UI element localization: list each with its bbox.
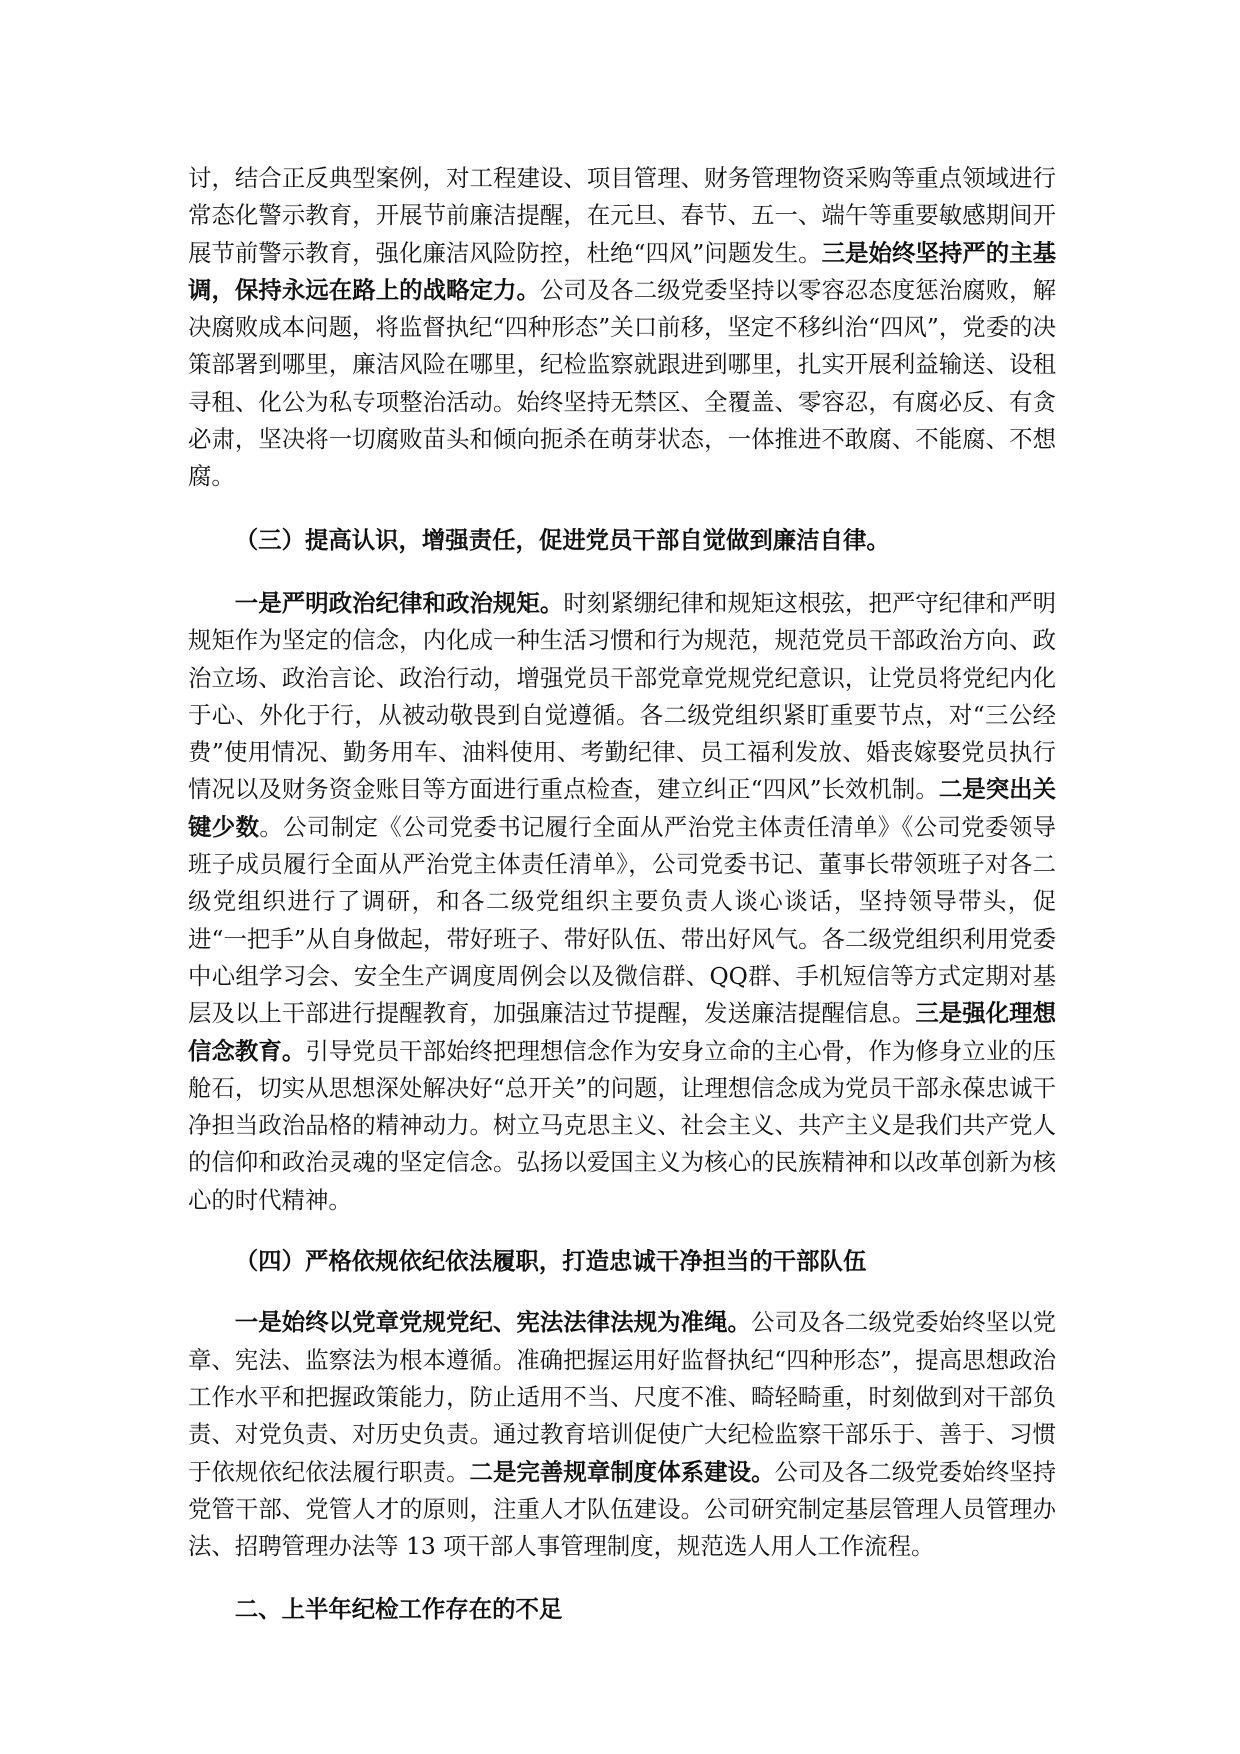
paragraph-lead-bold: 三是强化理想信念教育。 bbox=[188, 999, 1057, 1065]
paragraph-section-4 bbox=[188, 1304, 1056, 1565]
paragraph-lead-bold: 二是突出关键少数 bbox=[188, 775, 1056, 841]
paragraph-lead-bold: 二是完善规章制度体系建设。 bbox=[469, 1457, 775, 1486]
paragraph-text: 公司及各二级党委始终坚以党章、宪法、监察法为根本遵循。准确把握运用好监督执纪“四种形态”，提高思想政治工作水平和把握政策能力，防止适用不当、尺度不准、畸轻畸重，时刻做到对干部负责、对党负责、对历史负责。通过教育培训促使广大纪检监察干部乐于、善于、习惯于依规依纪依法履行职责。 bbox=[188, 1308, 1057, 1486]
section-heading-4: （四）严格依规依纪依法履职，打造忠诚干净担当的干部队伍 bbox=[234, 1247, 867, 1276]
paragraph-text: 。公司制定《公司党委书记履行全面从严治党主体责任清单》《公司党委领导班子成员履行全面从严治党主体责任清单》，公司党委书记、董事长带领班子对各二级党组织进行了调研，和各二级党组织主要负责人谈心谈话，坚持领导带头，促进“一把手”从自身做起，带好班子、带好队伍、带出好风气。各二级党组织利用党委中心组学习会、安全生产调度周例会以及微信群、QQ群、手机短信等方式定期对基层及以上干部进行提醒教育，加强廉洁过节提醒，发送廉洁提醒信息。 bbox=[188, 812, 1056, 1028]
paragraph-text: 引导党员干部始终把理想信念作为安身立命的主心骨，作为修身立业的压舱石，切实从思想深处解决好“总开关”的问题，让理想信念成为党员干部永葆忠诚干净担当政治品格的精神动力。树立马克思主义、社会主义、共产主义是我们共产党人的信仰和政治灵魂的坚定信念。弘扬以爱国主义为核心的民族精神和以改革创新为核心的时代精神。 bbox=[188, 1036, 1057, 1214]
chapter-heading-2: 二、上半年纪检工作存在的不足 bbox=[234, 1595, 563, 1624]
paragraph-text: 公司及各二级党委始终坚持党管干部、党管人才的原则，注重人才队伍建设。公司研究制定基层管理人员管理办法、招聘管理办法等 13 项干部人事管理制度，规范选人用人工作流程。 bbox=[188, 1457, 1057, 1561]
paragraph-text: 讨，结合正反典型案例，对工程建设、项目管理、财务管理物资采购等重点领域进行常态化警示教育，开展节前廉洁提醒，在元旦、春节、五一、端午等重要敏感期间开展节前警示教育，强化廉洁风险防控，杜绝“四风”问题发生。 bbox=[188, 164, 1056, 267]
paragraph-section-3 bbox=[188, 585, 1056, 1219]
paragraph-lead-bold: 一是严明政治纪律和政治规矩。 bbox=[234, 588, 564, 617]
paragraph-lead-bold: 一是始终以党章党规党纪、宪法法律法规为准绳。 bbox=[234, 1308, 752, 1337]
paragraph-continuation bbox=[188, 160, 1056, 496]
paragraph-text: 公司及各二级党委坚持以零容忍态度惩治腐败，解决腐败成本问题，将监督执纪“四种形态”关口前移，坚定不移纠治“四风”，党委的决策部署到哪里，廉洁风险在哪里，纪检监察就跟进到哪里，扎实开展利益输送、设租寻租、化公为私专项整治活动。始终坚持无禁区、全覆盖、零容忍，有腐必反、有贪必肃，坚决将一切腐败苗头和倾向扼杀在萌芽状态，一体推进不敢腐、不能腐、不想腐。 bbox=[188, 275, 1056, 491]
document-body bbox=[188, 160, 1056, 1653]
section-heading-3: （三）提高认识，增强责任，促进党员干部自觉做到廉洁自律。 bbox=[234, 525, 890, 554]
paragraph-lead-bold: 三是始终坚持严的主基调，保持永远在路上的战略定力。 bbox=[188, 238, 1057, 304]
paragraph-text: 时刻紧绷纪律和规矩这根弦，把严守纪律和严明规矩作为坚定的信念，内化成一种生活习惯和行为规范，规范党员干部政治方向、政治立场、政治言论、政治行动，增强党员干部党章党规党纪意识，让党员将党纪内化于心、外化于行，从被动敬畏到自觉遵循。各二级党组织紧盯重要节点，对“三公经费”使用情况、勤务用车、油料使用、考勤纪律、员工福利发放、婚丧嫁娶党员执行情况以及财务资金账目等方面进行重点检查，建立纠正“四风”长效机制。 bbox=[188, 588, 1057, 804]
